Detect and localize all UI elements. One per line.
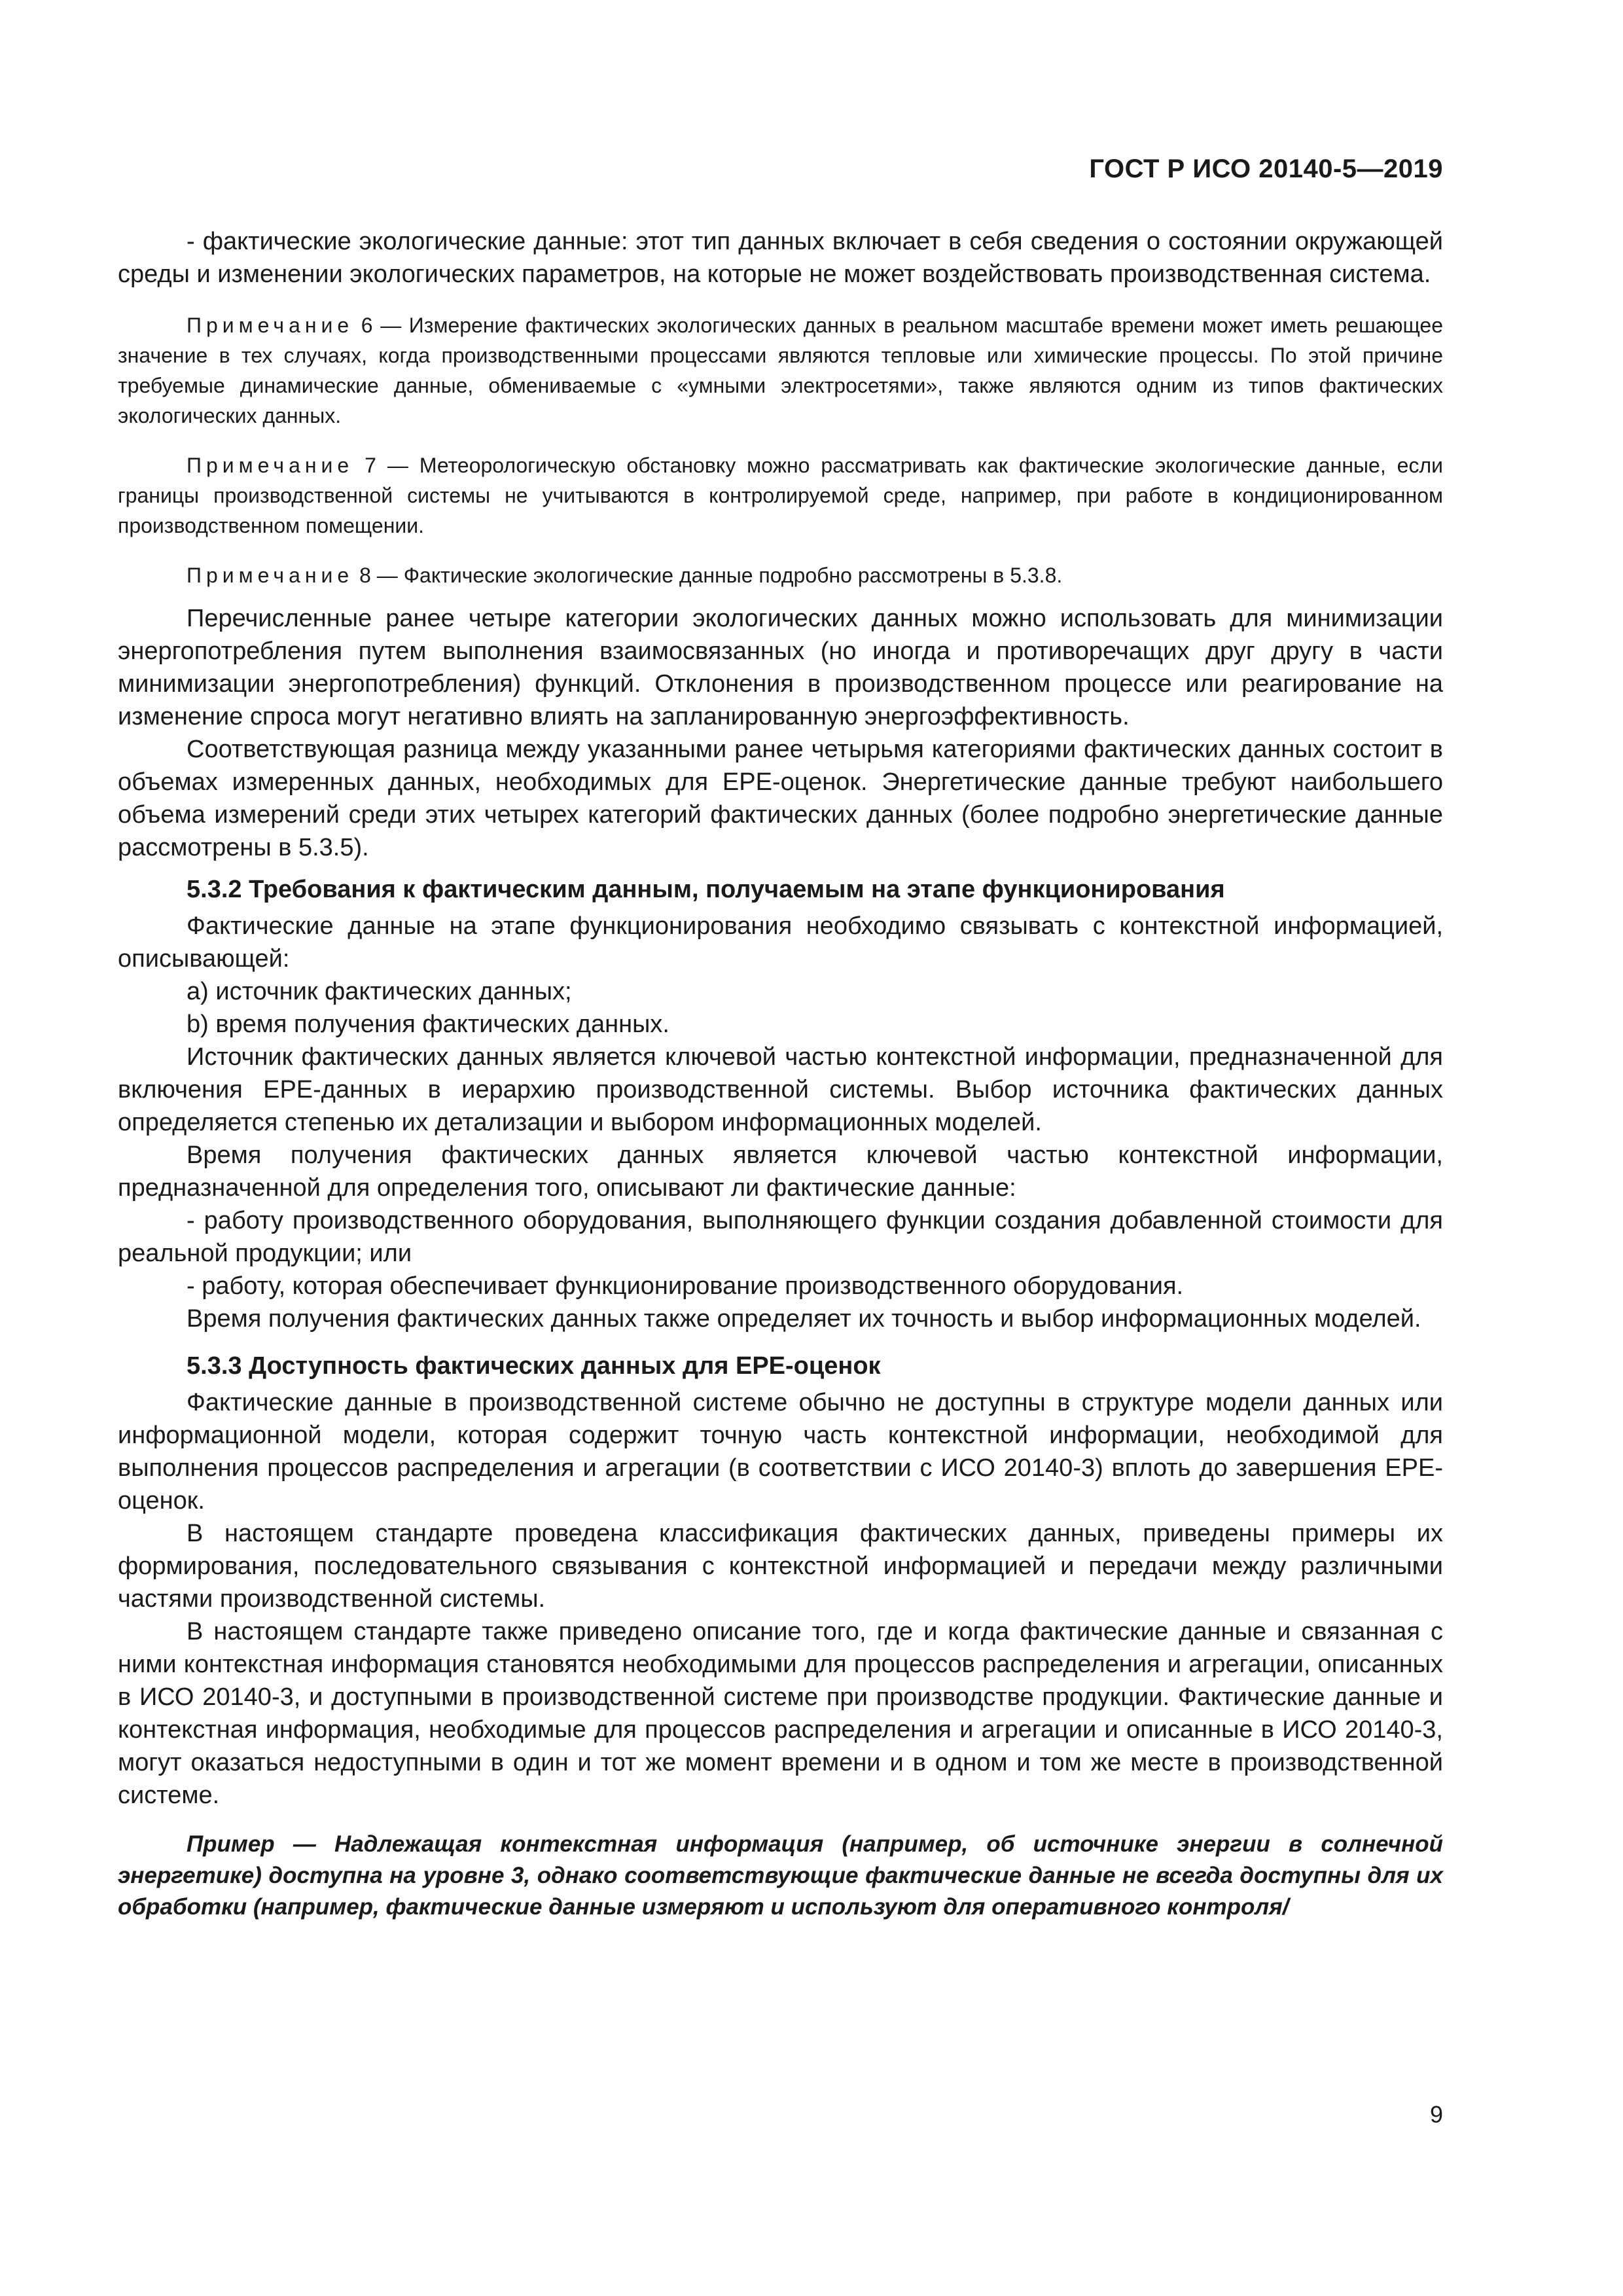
paragraph: Время получения фактических данных является ключевой частью контекстной информации, предназначенной для определения того, описывают ли фактические данные: [118, 1141, 1443, 1202]
paragraph: Фактические данные на этапе функционирования необходимо связывать с контекстной информацией, описывающей: [118, 912, 1443, 973]
note-label: Примечание [187, 454, 354, 477]
page-number: 9 [1429, 2101, 1443, 2128]
paragraph: Время получения фактических данных также определяет их точность и выбор информационных моделей. [187, 1305, 1421, 1333]
paragraph: Соответствующая разница между указанными ранее четырьмя категориями фактических данных состоит в объемах измеренных данных, необходимых для EPE-оценок. Энергетические данные требуют наибольшего объема измерений среди этих четырех категорий фактических данных (более подробно энергетические данные рассмотрены в 5.3.5). [118, 736, 1443, 861]
paragraph: Источник фактических данных является ключевой частью контекстной информации, предназначенной для включения EPE-данных в иерархию производственной системы. Выбор источника фактических данных определяется степенью их детализации и выбором информационных моделей. [118, 1043, 1443, 1136]
note-6 [118, 310, 1443, 431]
note-label: Примечание [187, 564, 354, 587]
note-7 [118, 450, 1443, 541]
example-text: Пример — Надлежащая контекстная информация (например, об источнике энергии в солнечной энергетике) доступна на уровне 3, однако соответствующие фактические данные не всегда доступны для их обработки (например, фактические данные измеряют и используют для оперативного контроля/ [118, 1831, 1443, 1920]
note-8 [118, 560, 1443, 590]
document-body [118, 225, 1443, 1923]
section-heading-5-3-2: 5.3.2 Требования к фактическим данным, получаемым на этапе функционирования [187, 876, 1225, 903]
paragraph: В настоящем стандарте проведена классификация фактических данных, приведены примеры их формирования, последовательного связывания с контекстной информацией и передачи между различными частями производственной системы. [118, 1520, 1443, 1613]
paragraph: Перечисленные ранее четыре категории экологических данных можно использовать для минимизации энергопотребления путем выполнения взаимосвязанных (но иногда и противоречащих друг другу в части минимизации энергопотребления) функций. Отклонения в производственном процессе или реагирование на изменение спроса могут негативно влиять на запланированную энергоэффективность. [118, 605, 1443, 730]
note-text: 7 — Метеорологическую обстановку можно рассматривать как фактические экологические данные, если границы производственной системы не учитываются в контролируемой среде, например, при работе в кондиционированном производственном помещении. [118, 454, 1443, 537]
paragraph: - фактические экологические данные: этот тип данных включает в себя сведения о состоянии окружающей среды и изменении экологических параметров, на которые не может воздействовать производственная система. [118, 228, 1443, 288]
list-item: - работу производственного оборудования, выполняющего функции создания добавленной стоимости для реальной продукции; или [118, 1207, 1443, 1267]
paragraph: Фактические данные в производственной системе обычно не доступны в структуре модели данных или информационной модели, которая содержит точную часть контекстной информации, необходимой для выполнения процессов распределения и агрегации (в соответствии с ИСО 20140-3) вплоть до завершения EPE-оценок. [118, 1389, 1443, 1515]
paragraph: В настоящем стандарте также приведено описание того, где и когда фактические данные и связанная с ними контекстная информация становятся необходимыми для процессов распределения и агрегации, описанных в ИСО 20140-3, и доступными в производственной системе при производстве продукции. Фактические данные и контекстная информация, необходимые для процессов распределения и агрегации и описанные в ИСО 20140-3, могут оказаться недоступными в один и тот же момент времени и в одном и том же месте в производственной системе. [118, 1618, 1443, 1809]
list-item: b) время получения фактических данных. [187, 1011, 669, 1038]
note-label: Примечание [187, 314, 354, 337]
list-item: a) источник фактических данных; [187, 978, 572, 1005]
document-header: ГОСТ Р ИСО 20140-5—2019 [1089, 154, 1443, 183]
list-item: - работу, которая обеспечивает функционирование производственного оборудования. [187, 1272, 1184, 1300]
note-text: 8 — Фактические экологические данные подробно рассмотрены в 5.3.8. [353, 564, 1063, 587]
section-heading-5-3-3: 5.3.3 Доступность фактических данных для EPE-оценок [187, 1352, 881, 1380]
note-text: 6 — Измерение фактических экологических данных в реальном масштабе времени может иметь решающее значение в тех случаях, когда производственными процессами являются тепловые или химические процессы. По этой причине требуемые динамические данные, обмениваемые с «умными электросетями», также являются одним из типов фактических экологических данных. [118, 314, 1443, 427]
document-page [118, 0, 1443, 2296]
